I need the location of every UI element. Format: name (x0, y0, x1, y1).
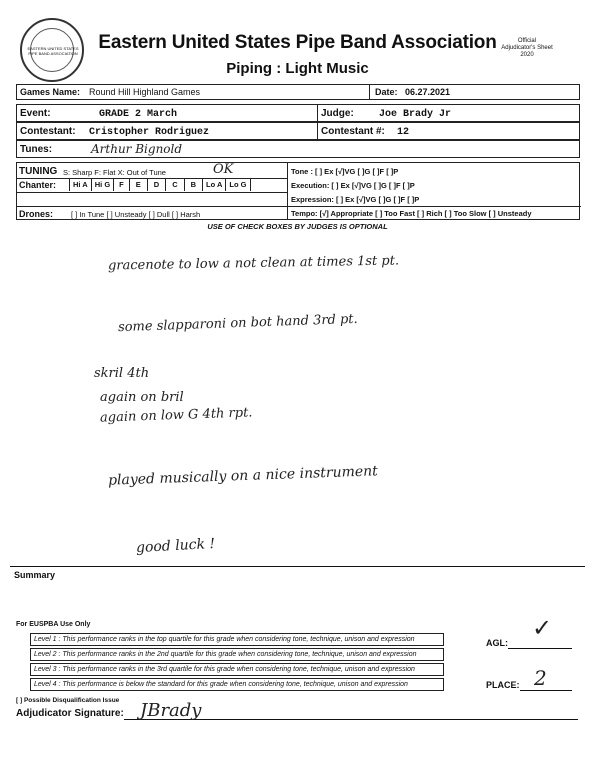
comment-line: skril 4th (94, 366, 150, 381)
tone-rating: Tone : [ ] Ex [√]VG [ ]G [ ]F [ ]P (291, 167, 399, 176)
games-name-value: Round Hill Highland Games (89, 87, 201, 97)
tuning-block: TUNING S: Sharp F: Flat X: Out of Tune OK Chanter: Hi A Hi G F E D C B Lo A Lo G Drones: [ ] In Tune [ ] Unsteady [ ] Dull [ ] Harsh Tone : [ ] Ex [√]VG [ ]G [ ]F [ ]P Execution: [ ] Ex [√]VG [ ]G [ ]F [ ]P Expression: [ ] Ex [√]VG [ ]G [ ]F [ ]P Tempo: [√] Appropriate [ ] Too Fast [ ] Rich [ ] Too Slow [ ] Unsteady (16, 162, 580, 220)
comment-line: good luck ! (135, 535, 216, 557)
judge-value: Joe Brady Jr (379, 109, 452, 120)
level-3-row: Level 3 : This performance ranks in the 3rd quartile for this grade when considering tone, technique, unison and expression (30, 663, 444, 676)
contestant-row: Contestant: Cristopher Rodriguez Contestant #: 12 (16, 122, 580, 140)
tuning-ok-mark: OK (213, 162, 234, 177)
comment-line: again on low G 4th rpt. (99, 405, 253, 426)
contestant-number-value: 12 (397, 127, 410, 138)
comment-line: again on bril (100, 390, 184, 405)
games-row: Games Name: Round Hill Highland Games Date: 06.27.2021 (16, 84, 580, 100)
seal-text: EASTERN UNITED STATES PIPE BAND ASSOCIATION (27, 46, 79, 56)
date-value: 06.27.2021 (405, 87, 451, 97)
adjudicator-signature: JBrady (140, 700, 202, 721)
expression-rating: Expression: [ ] Ex [√]VG [ ]G [ ]F [ ]P (291, 195, 420, 204)
drones-options: [ ] In Tune [ ] Unsteady [ ] Dull [ ] Harsh (71, 210, 201, 219)
euspba-use-label: For EUSPBA Use Only (16, 621, 91, 628)
contestant-value: Cristopher Rodriguez (89, 127, 210, 138)
tunes-row: Tunes: Arthur Bignold (16, 140, 580, 158)
official-sheet-note: Official Adjudicator's Sheet 2020 (501, 38, 553, 58)
page-title: Eastern United States Pipe Band Association (98, 32, 497, 53)
summary-label: Summary (14, 570, 56, 580)
execution-rating: Execution: [ ] Ex [√]VG [ ]G [ ]F [ ]P (291, 181, 415, 190)
agl-label: AGL: (486, 638, 508, 648)
signature-label: Adjudicator Signature: (16, 708, 124, 719)
comment-line: some slapparoni on bot hand 3rd pt. (117, 311, 358, 336)
place-value: 2 (534, 666, 547, 690)
tempo-rating: Tempo: [√] Appropriate [ ] Too Fast [ ] Rich [ ] Too Slow [ ] Unsteady (291, 209, 532, 218)
level-2-row: Level 2 : This performance ranks in the 2nd quartile for this grade when considering tone, technique, unison and expression (30, 648, 444, 661)
comment-line: gracenote to low a not clean at times 1st pt. (107, 253, 400, 274)
comment-line: played musically on a nice instrument (107, 463, 379, 489)
tunes-value: Arthur Bignold (91, 142, 183, 156)
event-value: GRADE 2 March (99, 109, 178, 120)
disqualification-checkbox: [ ] Possible Disqualification Issue (16, 697, 120, 704)
place-label: PLACE: (486, 680, 520, 690)
event-row: Event: GRADE 2 March Judge: Joe Brady Jr (16, 104, 580, 122)
checkbox-note: USE OF CHECK BOXES BY JUDGES IS OPTIONAL (207, 222, 388, 231)
level-1-row: Level 1 : This performance ranks in the top quartile for this grade when considering tone, technique, unison and expression (30, 633, 444, 646)
page-subtitle: Piping : Light Music (226, 60, 369, 77)
agl-check-mark: ✓ (532, 614, 553, 642)
chanter-notes: Hi A Hi G F E D C B Lo A Lo G (69, 179, 251, 191)
level-4-row: Level 4 : This performance is below the standard for this grade when considering tone, technique, unison and expression (30, 678, 444, 691)
